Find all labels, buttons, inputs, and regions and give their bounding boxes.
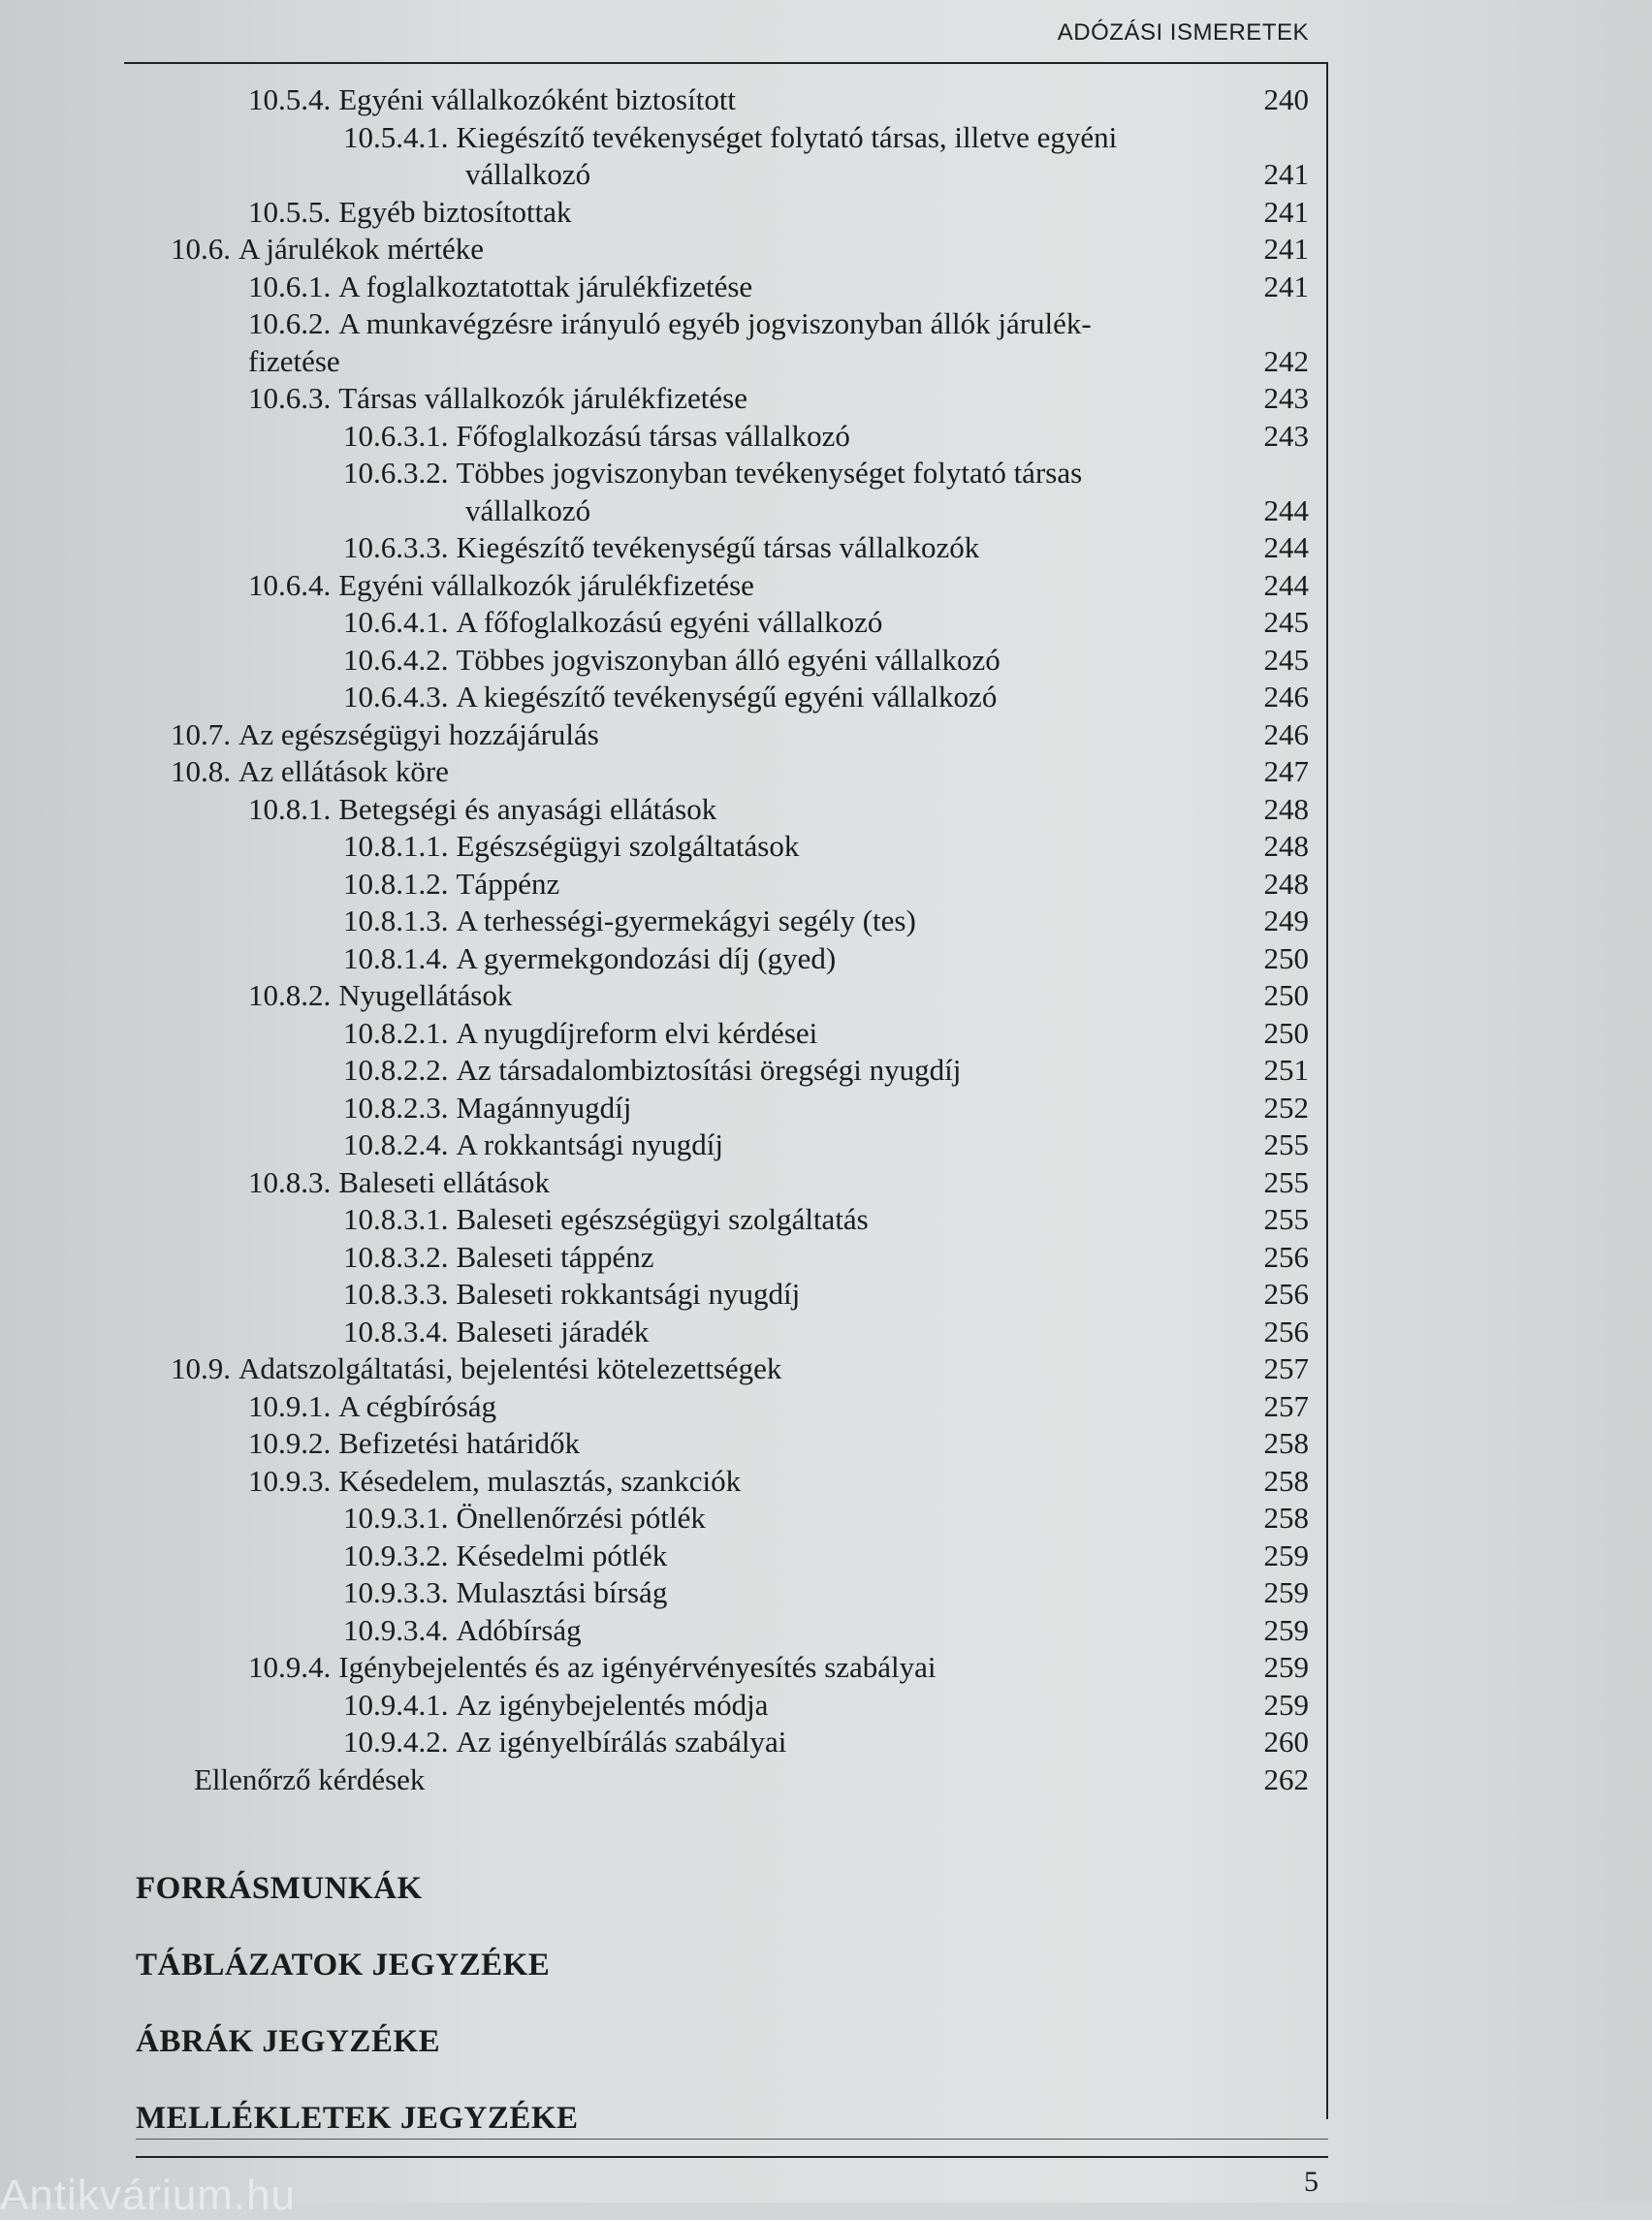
- toc-entry-page: 250: [1263, 1015, 1309, 1050]
- toc-entry-number: 10.6.3.3.: [343, 530, 449, 564]
- toc-entry-number: 10.6.3.: [248, 381, 332, 415]
- section-heading: ÁBRÁK JEGYZÉKE: [136, 2024, 441, 2059]
- toc-entry-page: 248: [1263, 866, 1309, 901]
- toc-entry-title: Baleseti ellátások: [338, 1164, 551, 1199]
- toc-entry-title: A rokkantsági nyugdíj: [456, 1127, 724, 1161]
- toc-entry: [136, 1126, 1309, 1164]
- toc-entry-number: 10.8.3.1.: [343, 1202, 449, 1236]
- toc-entry-page: 255: [1263, 1202, 1309, 1236]
- toc-entry-title: A terhességi-gyermekágyi segély (tes): [456, 904, 916, 937]
- toc-entry-number: 10.5.5.: [248, 194, 332, 229]
- toc-entry-number: 10.9.3.1.: [343, 1501, 449, 1535]
- toc-entry-title: Baleseti táppénz: [456, 1239, 654, 1274]
- toc-entry: [136, 119, 1309, 157]
- toc-entry-title: A cégbíróság: [338, 1388, 496, 1423]
- toc-entry-title: Baleseti egészségügyi szolgáltatás: [456, 1202, 869, 1236]
- toc-entry-title: A járulékok mértéke: [238, 232, 485, 266]
- toc-entry-title: Egészségügyi szolgáltatások: [456, 829, 800, 863]
- section-heading: FORRÁSMUNKÁK: [136, 1871, 423, 1906]
- toc-entry-title: Táppénz: [456, 866, 560, 901]
- toc-entry-page: 248: [1263, 791, 1309, 826]
- toc-entry-title: vállalkozó: [465, 157, 591, 191]
- toc-entry-page: 248: [1263, 829, 1309, 863]
- toc-entry-number: 10.8.3.2.: [343, 1239, 449, 1274]
- toc-entry-page: 257: [1263, 1351, 1309, 1385]
- toc-entry-title: Nyugellátások: [338, 978, 513, 1012]
- toc-entry-number: 10.6.1.: [248, 269, 332, 303]
- toc-entry-title: Az egészségügyi hozzájárulás: [238, 716, 599, 751]
- section-heading: TÁBLÁZATOK JEGYZÉKE: [136, 1948, 551, 1982]
- toc-entry: [136, 1612, 1309, 1650]
- toc-entry: [136, 1350, 1309, 1388]
- toc-entry-page: 259: [1263, 1538, 1309, 1572]
- frame-top-rule: [124, 62, 1328, 64]
- toc-entry-number: 10.6.2.: [248, 306, 332, 340]
- toc-entry-page: 250: [1263, 978, 1309, 1012]
- toc-entry-title: Az igényelbírálás szabályai: [456, 1725, 787, 1759]
- toc-entry-number: 10.8.1.4.: [343, 940, 449, 975]
- toc-entry: [136, 753, 1309, 791]
- toc-entry-number: 10.8.2.2.: [343, 1053, 449, 1087]
- toc-entry-page: 247: [1263, 754, 1309, 788]
- toc-entry-number: 10.6.4.1.: [343, 605, 449, 639]
- toc-entry-title: Késedelmi pótlék: [456, 1538, 668, 1572]
- toc-entry: [136, 1090, 1309, 1127]
- toc-entry-number: 10.8.3.3.: [343, 1277, 449, 1311]
- toc-entry-title: Magánnyugdíj: [456, 1090, 632, 1125]
- toc-entry-number: 10.8.2.3.: [343, 1090, 449, 1125]
- toc-entry-title: Többes jogviszonyban álló egyéni vállalkozó: [456, 642, 1001, 677]
- toc-entry: [136, 1052, 1309, 1090]
- toc-entry-number: 10.7.: [171, 716, 231, 751]
- toc-entry-page: 259: [1263, 1612, 1309, 1647]
- toc-entry-number: 10.8.1.: [248, 791, 332, 826]
- toc-entry: [136, 1239, 1309, 1277]
- toc-entry: [136, 81, 1309, 119]
- toc-entry-page: 260: [1263, 1725, 1309, 1759]
- toc-entry-page: 259: [1263, 1650, 1309, 1684]
- toc-entry-page: 255: [1263, 1127, 1309, 1161]
- toc-entry-page: 245: [1263, 642, 1309, 677]
- toc-entry: [136, 194, 1309, 232]
- toc-entry-title: Késedelem, mulasztás, szankciók: [338, 1463, 742, 1498]
- toc-entry-page: 251: [1263, 1053, 1309, 1087]
- toc-entry: [136, 1649, 1309, 1687]
- toc-entry-page: 258: [1263, 1426, 1309, 1460]
- toc-entry-title: Egyéb biztosítottak: [338, 194, 572, 229]
- toc-entry-number: 10.9.1.: [248, 1388, 332, 1423]
- toc-entry: [136, 492, 1309, 530]
- toc-entry-title: Befizetési határidők: [338, 1426, 581, 1460]
- toc-entry-page: 244: [1263, 567, 1309, 602]
- toc-entry-number: 10.9.3.4.: [343, 1612, 449, 1647]
- toc-entry-page: 241: [1263, 194, 1309, 229]
- toc-entry-number: 10.8.3.: [248, 1164, 332, 1199]
- toc-entry: [136, 1463, 1309, 1501]
- toc-entry-page: 256: [1263, 1314, 1309, 1348]
- toc-entry-title: A foglalkoztatottak járulékfizetése: [338, 269, 753, 303]
- toc-entry-number: 10.8.1.3.: [343, 904, 449, 937]
- toc-entry-page: 240: [1263, 82, 1309, 116]
- toc-entry-title: A munkavégzésre irányuló egyéb jogviszonyban állók járulék-: [338, 306, 1092, 340]
- toc-entry: [136, 343, 1309, 381]
- toc-entry-page: 250: [1263, 940, 1309, 975]
- toc-entry-title: Az társadalombiztosítási öregségi nyugdíj: [456, 1053, 962, 1087]
- toc-entry-page: 256: [1263, 1239, 1309, 1274]
- toc-entry-number: 10.8.2.4.: [343, 1127, 449, 1161]
- toc-entry: [136, 156, 1309, 194]
- toc-entry-number: 10.6.4.3.: [343, 680, 449, 714]
- toc-entry-page: 241: [1263, 232, 1309, 266]
- toc-entry: [136, 791, 1309, 829]
- toc-entry-number: 10.6.3.2.: [343, 456, 449, 490]
- toc-entry-page: 243: [1263, 381, 1309, 415]
- toc-entry-number: 10.8.2.1.: [343, 1015, 449, 1050]
- toc-entry: [136, 567, 1309, 605]
- toc-entry-page: 244: [1263, 530, 1309, 564]
- table-of-contents: [136, 81, 1309, 1798]
- toc-entry-number: 10.9.2.: [248, 1426, 332, 1460]
- toc-entry: [136, 642, 1309, 680]
- section-heading: MELLÉKLETEK JEGYZÉKE: [136, 2101, 579, 2136]
- toc-entry: [136, 418, 1309, 456]
- toc-entry: [136, 940, 1309, 978]
- toc-entry-page: 241: [1263, 157, 1309, 191]
- toc-entry-page: 246: [1263, 716, 1309, 751]
- toc-entry-page: 241: [1263, 269, 1309, 303]
- toc-entry-title: vállalkozó: [465, 492, 591, 527]
- toc-entry: [136, 604, 1309, 642]
- toc-entry-number: 10.6.3.1.: [343, 418, 449, 453]
- toc-entry: [136, 455, 1309, 492]
- toc-entry-title: A főfoglalkozású egyéni vállalkozó: [456, 605, 883, 639]
- toc-entry: [136, 903, 1309, 940]
- toc-entry-title: Az ellátások köre: [238, 754, 449, 788]
- toc-entry-number: 10.6.4.2.: [343, 642, 449, 677]
- toc-entry: [136, 977, 1309, 1015]
- toc-entry-number: 10.8.1.1.: [343, 829, 449, 863]
- toc-entry-title: Egyéni vállalkozók járulékfizetése: [338, 567, 754, 602]
- toc-entry-number: 10.5.4.1.: [343, 119, 449, 154]
- toc-entry-number: 10.9.4.1.: [343, 1687, 449, 1722]
- page-number: 5: [1304, 2166, 1318, 2198]
- frame-right-rule: [1326, 62, 1328, 2119]
- toc-entry-title: A nyugdíjreform elvi kérdései: [456, 1015, 818, 1050]
- toc-entry-title: Kiegészítő tevékenységű társas vállalkozók: [456, 530, 980, 564]
- toc-entry-title: Egyéni vállalkozóként biztosított: [338, 82, 737, 116]
- toc-entry-title: Önellenőrzési pótlék: [456, 1501, 706, 1535]
- toc-entry-title: fizetése: [248, 343, 340, 378]
- toc-entry-title: Baleseti rokkantsági nyugdíj: [456, 1277, 801, 1311]
- toc-entry: [136, 1500, 1309, 1538]
- toc-entry-title: Betegségi és anyasági ellátások: [338, 791, 717, 826]
- toc-entry-page: 259: [1263, 1575, 1309, 1609]
- toc-entry: [136, 1201, 1309, 1239]
- toc-entry-page: 244: [1263, 492, 1309, 527]
- toc-entry-number: 10.9.4.2.: [343, 1725, 449, 1759]
- toc-entry-page: 245: [1263, 605, 1309, 639]
- toc-entry-title: Kiegészítő tevékenységet folytató társas, illetve egyéni: [456, 119, 1118, 154]
- toc-entry-number: 10.9.4.: [248, 1650, 332, 1684]
- toc-entry-title: Baleseti járadék: [456, 1314, 650, 1348]
- toc-entry-number: 10.8.1.2.: [343, 866, 449, 901]
- toc-entry-page: 262: [1263, 1761, 1309, 1796]
- toc-entry-page: 256: [1263, 1277, 1309, 1311]
- toc-entry: [136, 1724, 1309, 1761]
- toc-entry-page: 252: [1263, 1090, 1309, 1125]
- toc-entry-title: Adóbírság: [456, 1612, 582, 1647]
- toc-entry-page: 255: [1263, 1164, 1309, 1199]
- toc-entry-number: 10.6.4.: [248, 567, 332, 602]
- toc-entry-number: 10.8.3.4.: [343, 1314, 449, 1348]
- toc-entry-title: Ellenőrző kérdések: [194, 1761, 426, 1796]
- toc-entry-title: Mulasztási bírság: [456, 1575, 668, 1609]
- toc-entry: [136, 866, 1309, 904]
- toc-entry-number: 10.9.3.3.: [343, 1575, 449, 1609]
- toc-entry: [136, 1164, 1309, 1202]
- toc-entry: [136, 269, 1309, 306]
- watermark: Antikvárium.hu: [0, 2172, 297, 2219]
- toc-entry-number: 10.8.: [171, 754, 231, 788]
- toc-entry: [136, 828, 1309, 866]
- toc-entry: [136, 380, 1309, 418]
- toc-entry: [136, 716, 1309, 754]
- toc-entry-page: 246: [1263, 680, 1309, 714]
- running-header: ADÓZÁSI ISMERETEK: [1057, 19, 1309, 46]
- toc-entry: [136, 1388, 1309, 1426]
- toc-entry-page: 258: [1263, 1501, 1309, 1535]
- toc-entry: [136, 231, 1309, 269]
- toc-entry: [136, 1538, 1309, 1575]
- toc-entry-title: Az igénybejelentés módja: [456, 1687, 769, 1722]
- toc-entry-page: 257: [1263, 1388, 1309, 1423]
- toc-entry: [136, 1314, 1309, 1351]
- toc-entry: [136, 529, 1309, 567]
- toc-entry-title: A kiegészítő tevékenységű egyéni vállalkozó: [456, 680, 998, 714]
- toc-entry-number: 10.6.: [171, 232, 231, 266]
- toc-entry-page: 242: [1263, 343, 1309, 378]
- toc-entry-number: 10.5.4.: [248, 82, 332, 116]
- toc-entry-title: A gyermekgondozási díj (gyed): [456, 940, 837, 975]
- toc-entry-number: 10.8.2.: [248, 978, 332, 1012]
- toc-entry: [136, 1574, 1309, 1612]
- toc-entry-page: 258: [1263, 1463, 1309, 1498]
- toc-entry-title: Többes jogviszonyban tevékenységet folytató társas: [456, 456, 1083, 490]
- toc-entry: [136, 1015, 1309, 1053]
- toc-entry: [136, 1687, 1309, 1725]
- toc-entry: [136, 679, 1309, 716]
- toc-entry-page: 249: [1263, 904, 1309, 937]
- toc-entry-title: Igénybejelentés és az igényérvényesítés szabályai: [338, 1650, 937, 1684]
- toc-entry-title: Társas vállalkozók járulékfizetése: [338, 381, 747, 415]
- toc-entry: [136, 1276, 1309, 1314]
- toc-entry: [136, 1425, 1309, 1463]
- toc-entry-number: 10.9.3.2.: [343, 1538, 449, 1572]
- toc-entry-number: 10.9.: [171, 1351, 231, 1385]
- toc-entry-title: Adatszolgáltatási, bejelentési kötelezettségek: [238, 1351, 782, 1385]
- toc-entry: [136, 305, 1309, 343]
- toc-entry-title: Főfoglalkozású társas vállalkozó: [456, 418, 850, 453]
- back-matter-sections: [136, 1871, 579, 2177]
- toc-entry-page: 243: [1263, 418, 1309, 453]
- toc-entry-page: 259: [1263, 1687, 1309, 1722]
- toc-entry-number: 10.9.3.: [248, 1463, 332, 1498]
- toc-entry: [136, 1761, 1309, 1799]
